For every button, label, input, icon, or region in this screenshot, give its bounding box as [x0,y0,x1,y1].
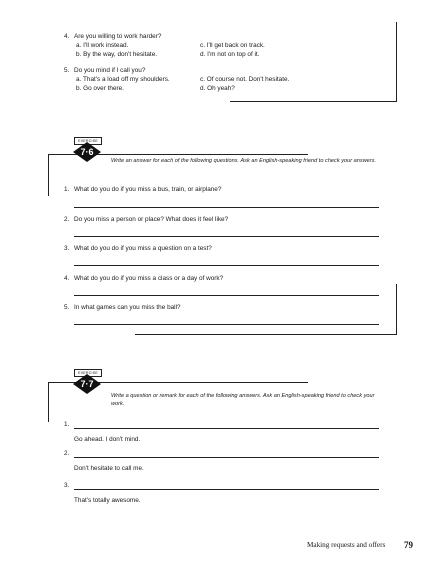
question-5-number: 5. [64,67,70,74]
exercise-76-item-5-answer-line[interactable] [74,324,379,325]
exercise-77-item-3-answer: That's totally awesome. [74,497,141,504]
exercise-76-item-4-number: 4. [64,275,70,282]
exercise-77-item-3-answer-line[interactable] [74,489,379,490]
exercise-76-item-3-number: 3. [64,245,70,252]
question-5-option-a: a. That's a load off my shoulders. [76,76,170,83]
exercise-76-instructions: Write an answer for each of the following questions. Ask an English-speaking friend to check your answers. [111,158,377,164]
exercise-76-item-2-answer-line[interactable] [74,236,379,237]
exercise-77-left-rule [48,382,49,422]
exercise-76-number: 7·6 [80,147,94,157]
exercise-76-item-4-answer-line[interactable] [74,295,379,296]
exercise-76-item-1-answer-line[interactable] [74,207,379,208]
exercise-77-item-3-number: 3. [64,482,70,489]
exercise-77-item-1-number: 1. [64,421,70,428]
frame-right-rule [396,22,397,102]
exercise-76-badge [70,137,104,163]
exercise-76-item-3-answer-line[interactable] [74,265,379,266]
exercise-77-item-2-answer-line[interactable] [74,457,379,458]
exercise-77-item-1-answer: Go ahead. I don't mind. [74,436,141,443]
question-5-text: Do you mind if I call you? [74,67,146,74]
exercise-76-item-5-number: 5. [64,304,70,311]
frame-bottom-rule [230,101,397,102]
exercise-76-item-2-text: Do you miss a person or place? What does it feel like? [74,216,229,223]
page-number: 79 [404,540,413,550]
question-4-option-d: d. I'm not on top of it. [200,51,260,58]
question-4-option-a: a. I'll work instead. [76,42,129,49]
exercise-76-label: EXERCISE [74,137,102,145]
exercise-77-label: EXERCISE [74,369,102,377]
question-4-number: 4. [64,33,70,40]
footer-section-title: Making requests and offers [307,541,386,549]
exercise-77-item-2-answer: Don't hesitate to call me. [74,465,144,472]
question-4-text: Are you willing to work harder? [74,33,162,40]
exercise-76-bottom-rule [135,334,397,335]
question-4-option-b: b. By the way, don't hesitate. [76,51,158,58]
question-5-option-b: b. Go over there. [76,85,124,92]
question-5-option-d: d. Oh yeah? [200,85,235,92]
exercise-76-item-2-number: 2. [64,216,70,223]
exercise-76-left-rule [48,154,49,196]
question-5-option-c: c. Of course not. Don't hesitate. [200,76,290,83]
exercise-76-item-3-text: What do you do if you miss a question on a test? [74,245,212,252]
question-4-option-c: c. I'll get back on track. [200,42,265,49]
exercise-77-instructions: Write a question or remark for each of the following answers. Ask an English-speaking friend to check your work. [111,393,375,407]
exercise-76-item-5-text: In what games can you miss the ball? [74,304,181,311]
exercise-77-item-1-answer-line[interactable] [74,428,379,429]
exercise-76-item-4-text: What do you do if you miss a class or a day of work? [74,275,224,282]
exercise-77-item-2-number: 2. [64,450,70,457]
exercise-77-number: 7·7 [80,379,94,389]
exercise-76-item-1-number: 1. [64,186,70,193]
exercise-77-badge [70,369,104,395]
exercise-76-right-rule [396,284,397,335]
exercise-76-item-1-text: What do you do if you miss a bus, train, or airplane? [74,186,222,193]
